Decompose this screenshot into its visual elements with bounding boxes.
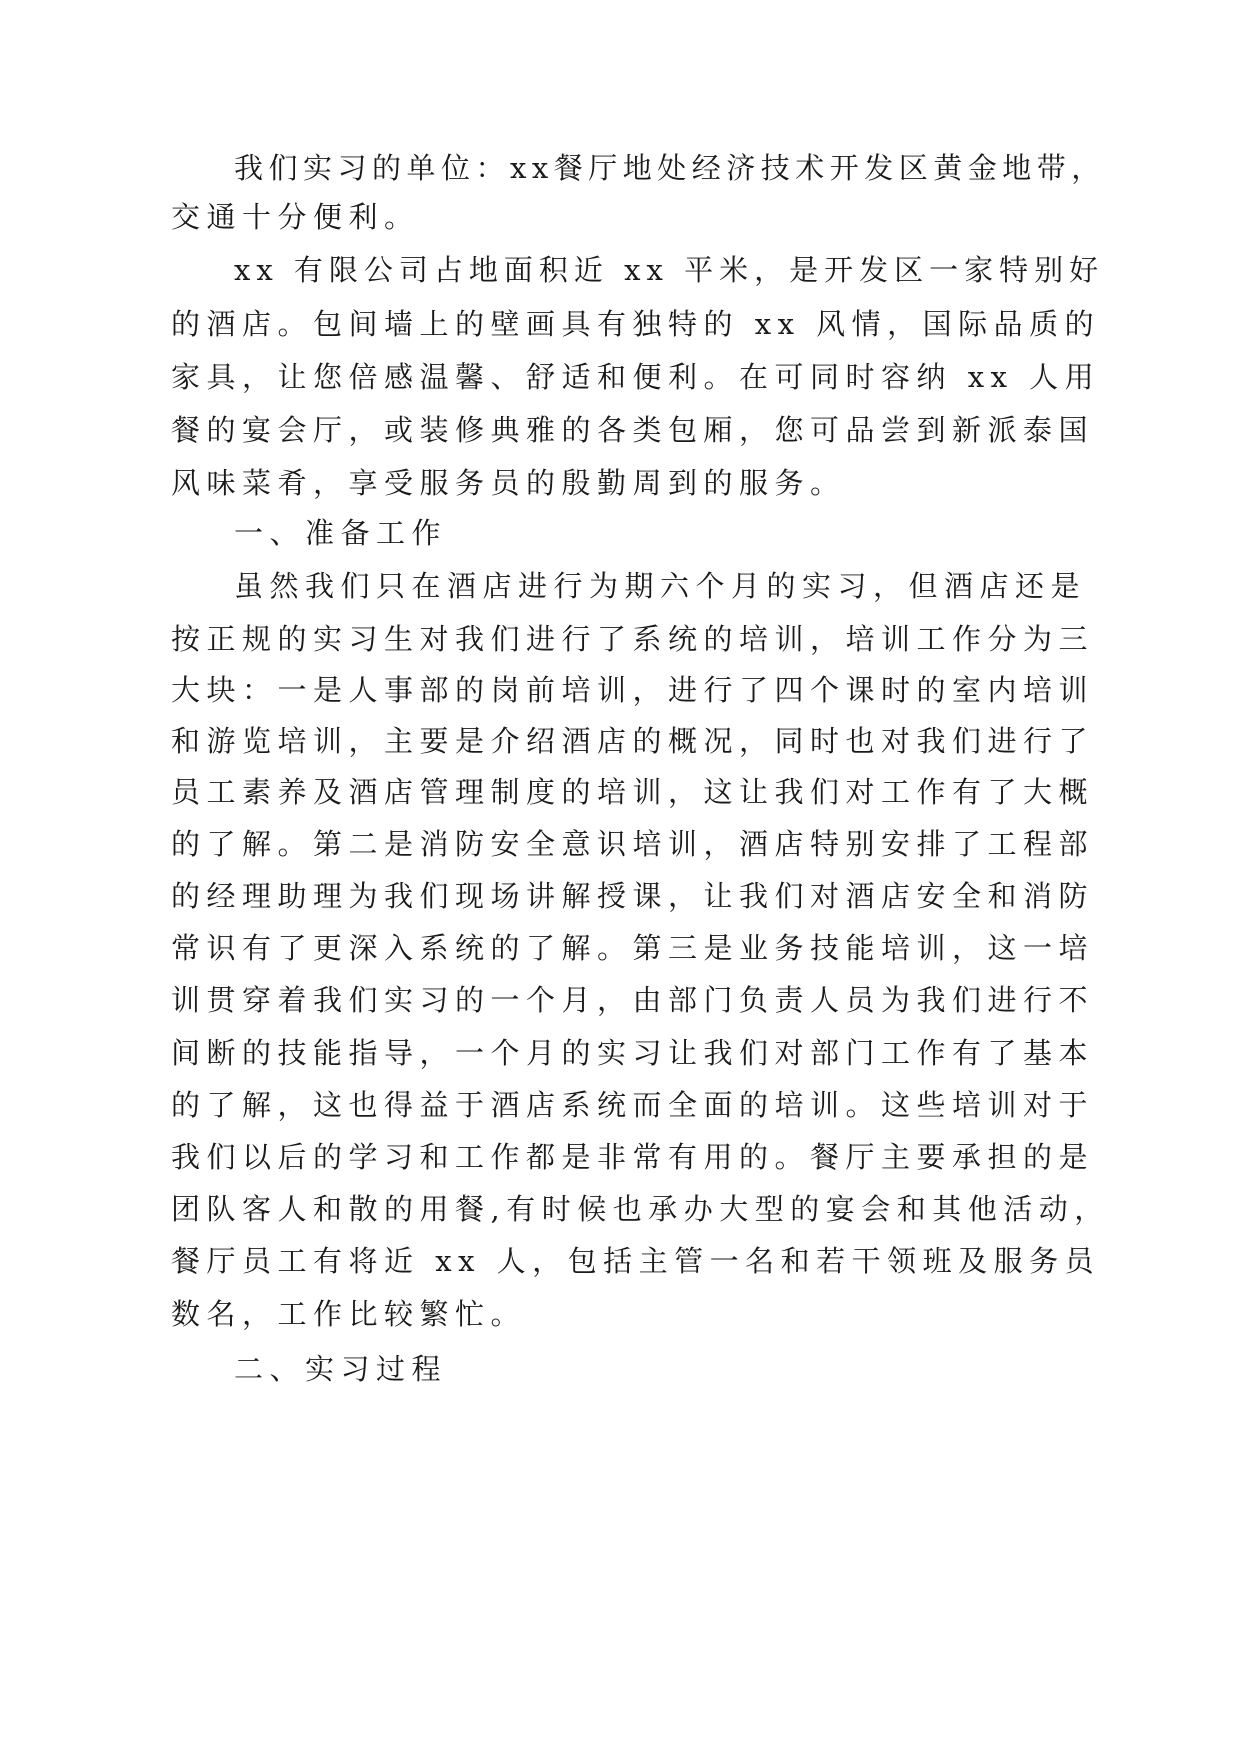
paragraph-line: 常识有了更深入系统的了解。第三是业务技能培训，这一培 <box>171 931 1095 965</box>
paragraph-line: 风味菜肴，享受服务员的殷勤周到的服务。 <box>171 466 846 500</box>
paragraph-line: xx 有限公司占地面积近 xx 平米，是开发区一家特别好 <box>234 253 1105 287</box>
paragraph-line: 我们以后的学习和工作都是非常有用的。餐厅主要承担的是 <box>171 1140 1095 1174</box>
paragraph-line: 虽然我们只在酒店进行为期六个月的实习，但酒店还是 <box>234 569 1087 603</box>
section-heading: 一、准备工作 <box>234 516 448 550</box>
paragraph-line: 餐的宴会厅，或装修典雅的各类包厢，您可品尝到新派泰国 <box>171 413 1095 447</box>
paragraph-line: 团队客人和散的用餐,有时候也承办大型的宴会和其他活动， <box>171 1192 1110 1226</box>
paragraph-line: 的酒店。包间墙上的壁画具有独特的 xx 风情，国际品质的 <box>171 307 1101 341</box>
paragraph-line: 间断的技能指导，一个月的实习让我们对部门工作有了基本 <box>171 1036 1095 1070</box>
paragraph-line: 按正规的实习生对我们进行了系统的培训，培训工作分为三 <box>171 622 1095 656</box>
paragraph-line: 和游览培训，主要是介绍酒店的概况，同时也对我们进行了 <box>171 724 1095 758</box>
paragraph-line: 的了解，这也得益于酒店系统而全面的培训。这些培训对于 <box>171 1088 1095 1122</box>
section-heading: 二、实习过程 <box>234 1352 448 1386</box>
paragraph-line: 数名，工作比较繁忙。 <box>171 1297 527 1331</box>
paragraph-line: 大块：一是人事部的岗前培训，进行了四个课时的室内培训 <box>171 673 1095 707</box>
paragraph-line: 员工素养及酒店管理制度的培训，这让我们对工作有了大概 <box>171 775 1095 809</box>
paragraph-line: 交通十分便利。 <box>171 200 420 234</box>
paragraph-line: 的了解。第二是消防安全意识培训，酒店特别安排了工程部 <box>171 827 1095 861</box>
paragraph-line: 训贯穿着我们实习的一个月，由部门负责人员为我们进行不 <box>171 983 1095 1017</box>
paragraph-line: 的经理助理为我们现场讲解授课，让我们对酒店安全和消防 <box>171 879 1095 913</box>
paragraph-line: 餐厅员工有将近 xx 人，包括主管一名和若干领班及服务员 <box>171 1244 1101 1278</box>
paragraph-line: 我们实习的单位：xx餐厅地处经济技术开发区黄金地带， <box>234 151 1106 185</box>
paragraph-line: 家具，让您倍感温馨、舒适和便利。在可同时容纳 xx 人用 <box>171 360 1101 394</box>
